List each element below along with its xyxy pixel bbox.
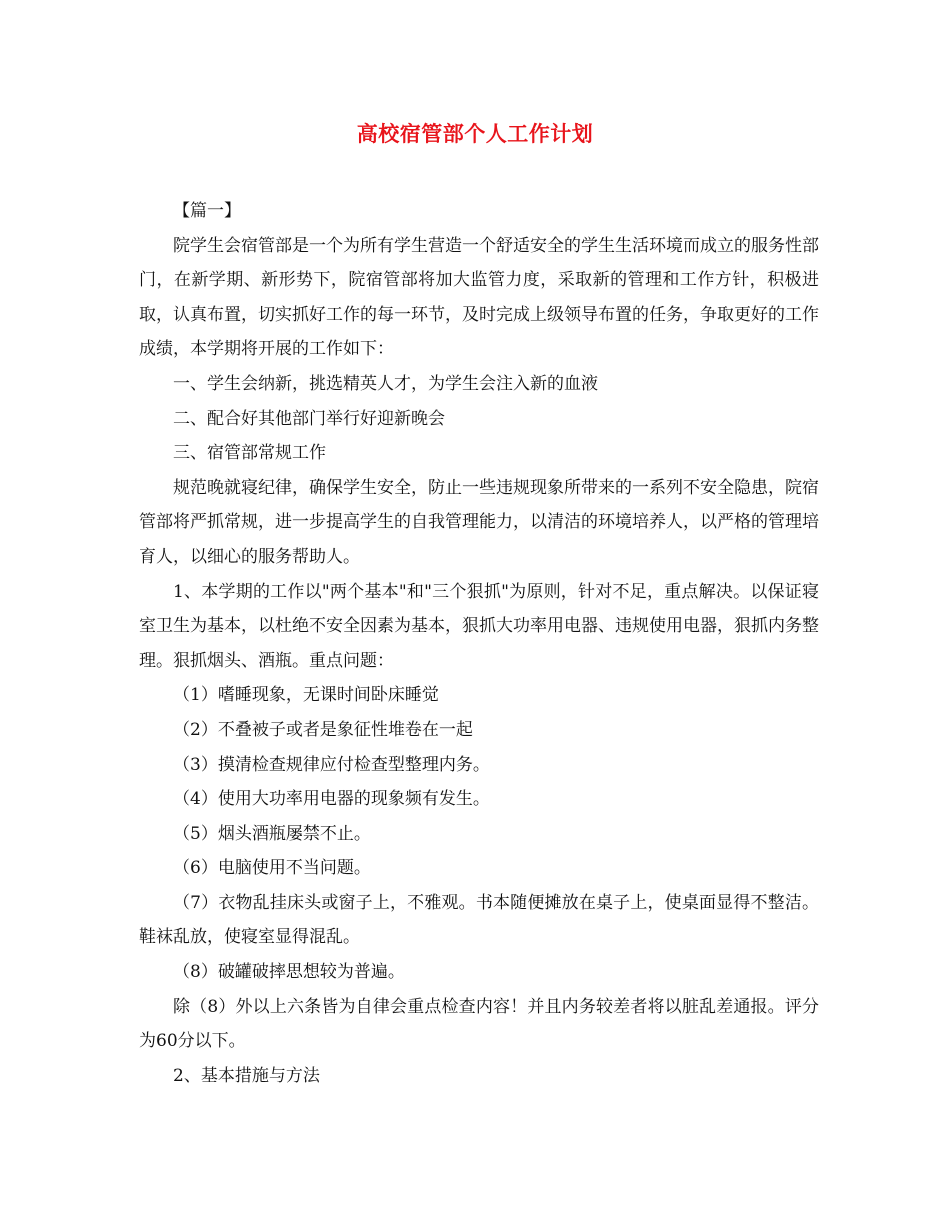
- list-item: 二、配合好其他部门举行好迎新晚会: [173, 408, 445, 429]
- list-item: 三、宿管部常规工作: [173, 443, 326, 464]
- intro-paragraph: 院学生会宿管部是一个为所有学生营造一个舒适安全的学生生活环境而成立的服务性部门，在新学期、新形势下，院宿管部将加大监管力度，采取新的管理和工作方针，积极进取，认真布置，切实抓好工作的每一环节，及时完成上级领导布置的任务，争取更好的工作成绩，本学期将开展的工作如下：: [139, 235, 819, 360]
- list-item: 一、学生会纳新，挑选精英人才，为学生会注入新的血液: [173, 373, 598, 394]
- section-heading: 2、基本措施与方法: [173, 1065, 320, 1086]
- document-body: [139, 194, 819, 1093]
- section-heading: 【篇一】: [173, 201, 241, 221]
- sub-list-item: （4）使用大功率用电器的现象频有发生。: [173, 789, 490, 810]
- sub-list-item: （6）电脑使用不当问题。: [173, 858, 371, 879]
- sub-list-item: （5）烟头酒瓶屡禁不止。: [173, 823, 371, 844]
- body-paragraph: 1、本学期的工作以"两个基本"和"三个狠抓"为原则，针对不足，重点解决。以保证寝室卫生为基本，以杜绝不安全因素为基本，狠抓大功率用电器、违规使用电器，狠抓内务整理。狠抓烟头、酒瓶。重点问题：: [139, 581, 819, 671]
- document-title: 高校宿管部个人工作计划: [356, 121, 594, 146]
- sub-list-item: （8）破罐破摔思想较为普遍。: [173, 962, 405, 983]
- sub-list-item: （1）嗜睡现象，无课时间卧床睡觉: [173, 685, 439, 706]
- sub-list-item: （3）摸清检查规律应付检查型整理内务。: [173, 754, 490, 775]
- body-paragraph: 除（8）外以上六条皆为自律会重点检查内容！并且内务较差者将以脏乱差通报。评分为60分以下。: [139, 996, 819, 1052]
- body-paragraph: 规范晚就寝纪律，确保学生安全，防止一些违规现象所带来的一系列不安全隐患，院宿管部将严抓常规，进一步提高学生的自我管理能力，以清洁的环境培养人，以严格的管理培育人，以细心的服务帮助人。: [139, 477, 819, 567]
- sub-list-item: （2）不叠被子或者是象征性堆卷在一起: [173, 719, 473, 740]
- sub-list-item: （7）衣物乱挂床头或窗子上，不雅观。书本随便摊放在桌子上，使桌面显得不整洁。鞋袜乱放，使寝室显得混乱。: [139, 892, 819, 948]
